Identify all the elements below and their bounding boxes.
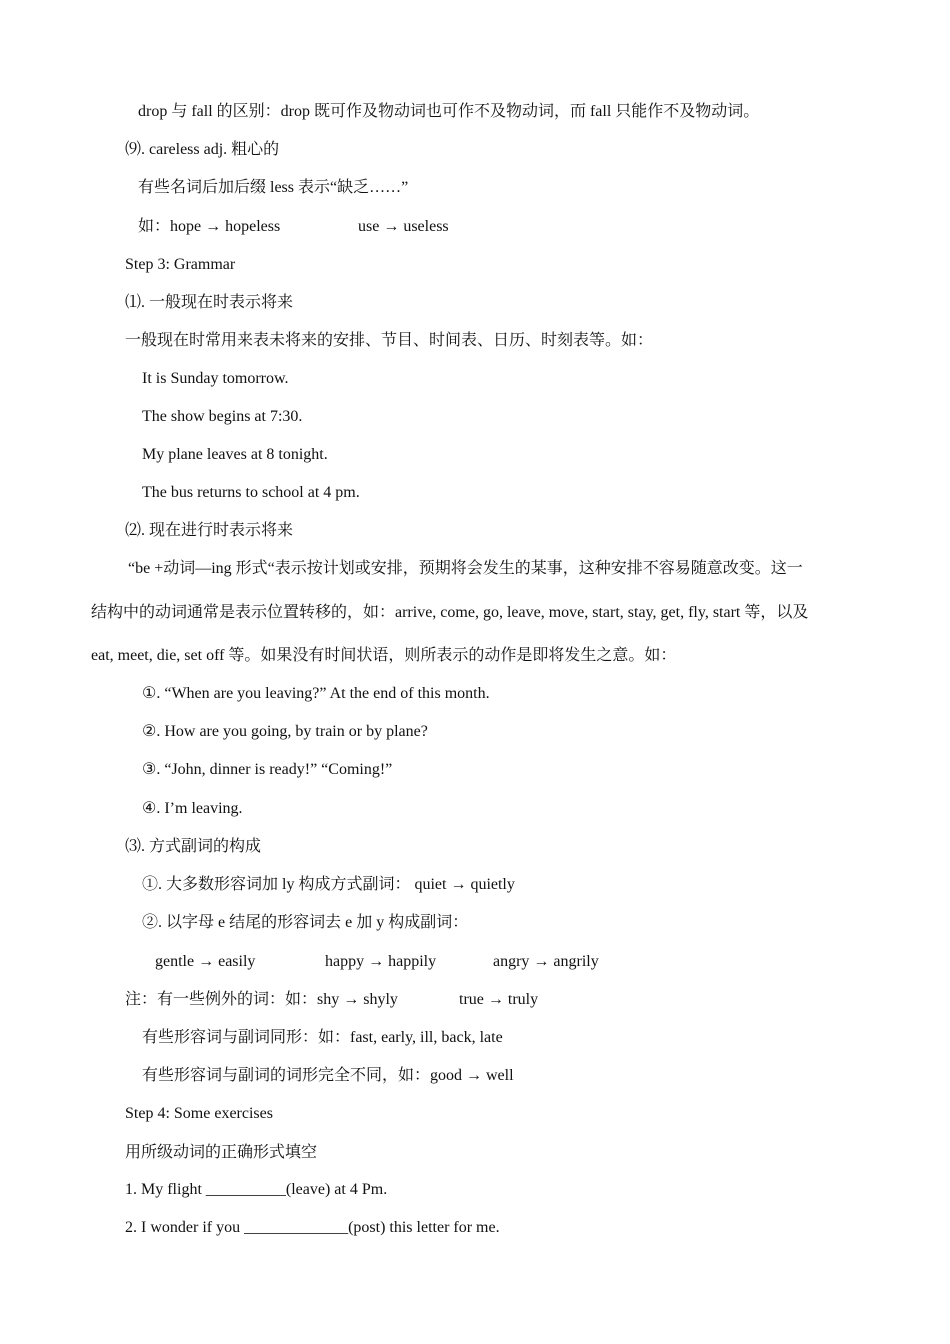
vocab-item-careless: ⑼. careless adj. 粗心的 — [125, 141, 280, 158]
example-sentence: It is Sunday tomorrow. — [142, 370, 289, 387]
drop-fall-note: drop 与 fall 的区别：drop 既可作及物动词也可作不及物动词，而 fall 只能作不及物动词。 — [138, 103, 760, 120]
grammar-point-1: ⑴. 一般现在时表示将来 — [125, 294, 294, 311]
example-sentence: ④. I’m leaving. — [142, 800, 243, 817]
grammar-point-2-desc-line3: eat, meet, die, set off 等。如果没有时间状语，则所表示的动作是即将发生之意。如： — [91, 647, 677, 664]
exception-note-shyly: 注：有一些例外的词：如：shy → shyly — [125, 991, 398, 1008]
section-heading-exercises: Step 4: Some exercises — [125, 1105, 273, 1122]
grammar-point-2: ⑵. 现在进行时表示将来 — [125, 522, 294, 539]
same-form-note: 有些形容词与副词同形：如：fast, early, ill, back, late — [142, 1029, 503, 1046]
grammar-point-3: ⑶. 方式副词的构成 — [125, 838, 262, 855]
example-sentence: ②. How are you going, by train or by plane? — [142, 723, 428, 740]
grammar-point-2-desc-line2: 结构中的动词通常是表示位置转移的，如：arrive, come, go, leave, move, start, stay, get, fly, start 等，以及 — [91, 604, 809, 621]
example-useless: use → useless — [358, 218, 449, 235]
suffix-less-note: 有些名词后加后缀 less 表示“缺乏……” — [138, 179, 409, 196]
example-sentence: The bus returns to school at 4 pm. — [142, 484, 360, 501]
exception-note-truly: true → truly — [459, 991, 539, 1008]
example-angrily: angry → angrily — [493, 953, 599, 970]
grammar-point-2-desc-line1: “be +动词—ing 形式“表示按计划或安排，预期将会发生的某事，这种安排不容易随意改变。这一 — [128, 560, 803, 577]
adverb-rule-1: ①. 大多数形容词加 ly 构成方式副词： quiet → quietly — [142, 876, 515, 893]
example-sentence: ③. “John, dinner is ready!” “Coming!” — [142, 761, 393, 778]
adverb-rule-2: ②. 以字母 e 结尾的形容词去 e 加 y 构成副词： — [142, 914, 469, 931]
example-easily: gentle → easily — [155, 953, 256, 970]
section-heading-grammar: Step 3: Grammar — [125, 256, 236, 273]
example-sentence: ①. “When are you leaving?” At the end of this month. — [142, 685, 490, 702]
example-sentence: My plane leaves at 8 tonight. — [142, 446, 328, 463]
example-happily: happy → happily — [325, 953, 437, 970]
exercise-instruction: 用所级动词的正确形式填空 — [125, 1144, 318, 1161]
example-hopeless: 如：hope → hopeless — [138, 218, 281, 235]
grammar-point-1-desc: 一般现在时常用来表未将来的安排、节目、时间表、日历、时刻表等。如： — [125, 332, 654, 349]
example-sentence: The show begins at 7:30. — [142, 408, 303, 425]
different-form-note: 有些形容词与副词的词形完全不同，如：good → well — [142, 1067, 514, 1084]
exercise-item-2: 2. I wonder if you _____________(post) this letter for me. — [125, 1219, 500, 1236]
exercise-item-1: 1. My flight __________(leave) at 4 Pm. — [125, 1181, 388, 1198]
